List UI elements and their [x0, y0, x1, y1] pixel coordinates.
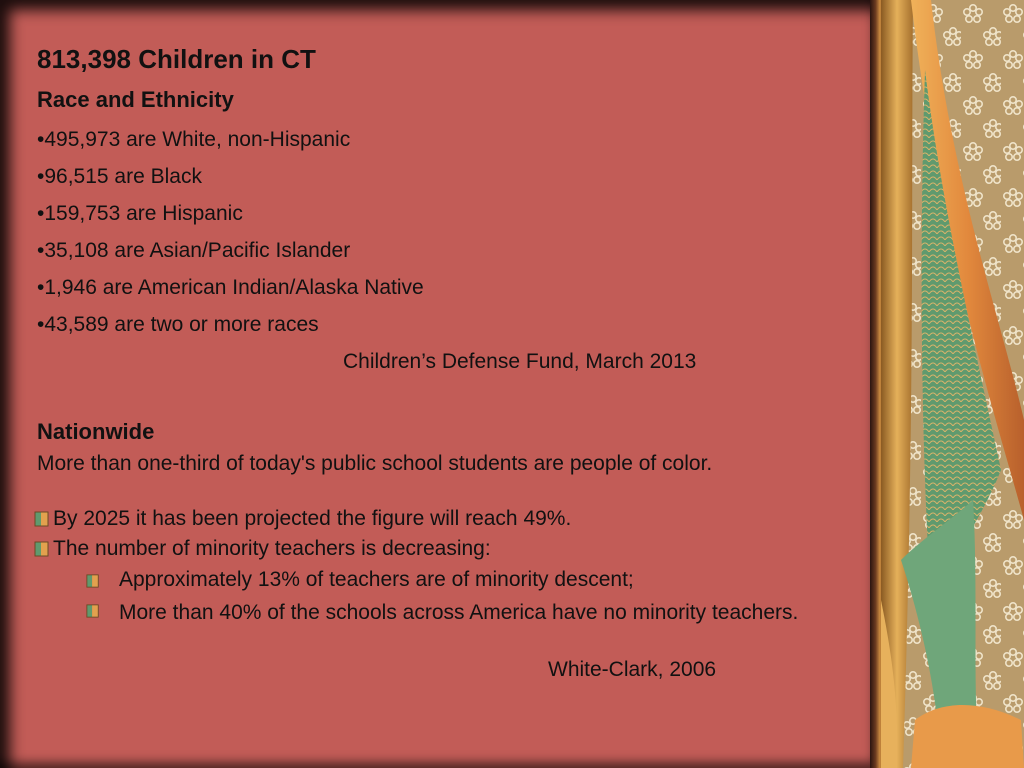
sub-bullet-13-percent: Approximately 13% of teachers are of minority descent;	[119, 568, 634, 591]
race-item-american-indian: •1,946 are American Indian/Alaska Native	[37, 276, 424, 299]
source-citation-cdf: Children’s Defense Fund, March 2013	[343, 350, 697, 373]
bullet-minority-teachers: The number of minority teachers is decreasing:	[53, 537, 491, 560]
decorative-pattern-strip	[881, 0, 1024, 768]
race-item-black: •96,515 are Black	[37, 165, 202, 188]
sub-bullet-icon	[86, 574, 100, 588]
race-item-two-or-more: •43,589 are two or more races	[37, 313, 319, 336]
nationwide-heading: Nationwide	[37, 419, 155, 444]
bullet-projection-2025: By 2025 it has been projected the figure will reach 49%.	[53, 507, 572, 530]
bullet-icon	[34, 511, 50, 527]
race-item-white: •495,973 are White, non-Hispanic	[37, 128, 351, 151]
sub-bullet-40-percent: More than 40% of the schools across America have no minority teachers.	[119, 601, 799, 624]
race-ethnicity-heading: Race and Ethnicity	[37, 87, 234, 112]
bullet-icon	[34, 541, 50, 557]
sub-bullet-icon	[86, 604, 100, 618]
nationwide-intro: More than one-third of today's public school students are people of color.	[37, 452, 713, 475]
source-citation-white-clark: White-Clark, 2006	[548, 658, 717, 681]
race-item-asian: •35,108 are Asian/Pacific Islander	[37, 239, 351, 262]
race-item-hispanic: •159,753 are Hispanic	[37, 202, 243, 225]
slide-title: 813,398 Children in CT	[37, 44, 316, 74]
